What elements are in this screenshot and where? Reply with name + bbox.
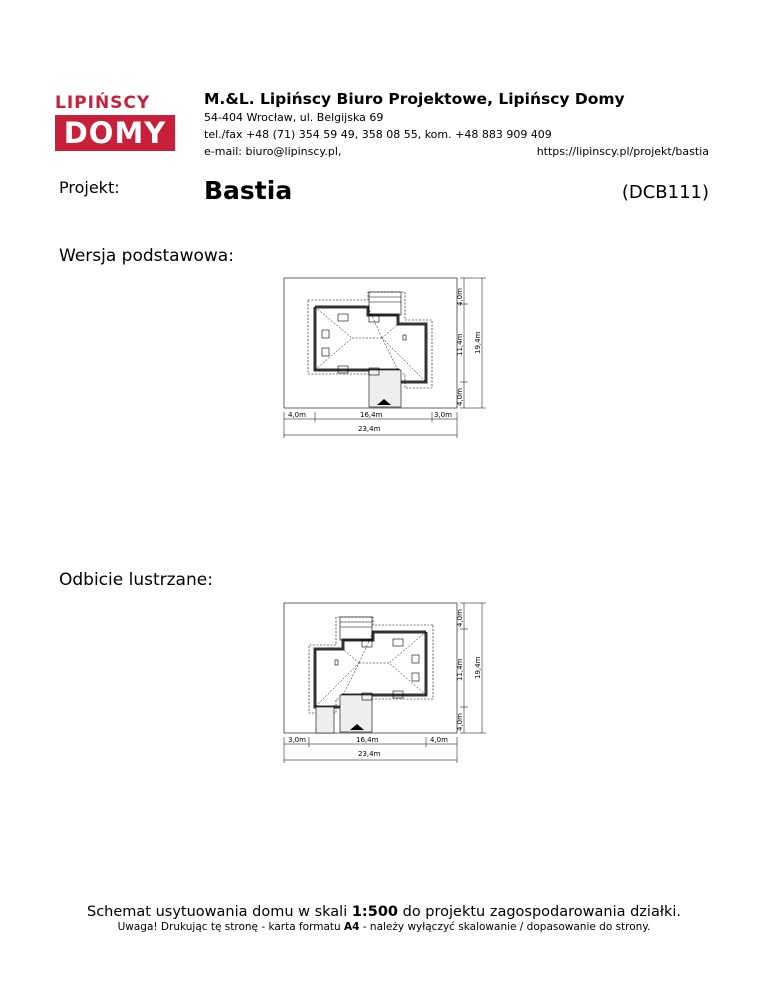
print-warning (0, 921, 768, 933)
site-plan-mirror-drawing (272, 597, 502, 772)
print-warning-a: Uwaga! Drukując tę stronę - karta formatu (117, 921, 345, 933)
company-name: M.&L. Lipińscy Biuro Projektowe, Lipińscy Domy (204, 90, 625, 108)
company-address: 54-404 Wrocław, ul. Belgijska 69 (204, 111, 384, 124)
company-logo (55, 93, 175, 153)
print-warning-c: - należy wyłączyć skalowanie / dopasowanie do strony. (359, 921, 651, 933)
dim-bottom: 4,0m (456, 388, 464, 406)
dim-bottom: 4,0m (456, 713, 464, 731)
project-name: Bastia (204, 176, 293, 205)
dim-right: 3,0m (434, 411, 452, 419)
dim-total: 23,4m (358, 425, 381, 433)
dim-middle: 16,4m (356, 736, 379, 744)
scale-note (0, 904, 768, 920)
project-code: (DCB111) (621, 182, 709, 203)
company-phone: tel./fax +48 (71) 354 59 49, 358 08 55, kom. +48 883 909 409 (204, 128, 552, 141)
dim-height-total: 19,4m (474, 656, 482, 679)
paper-format: A4 (344, 921, 360, 933)
project-label: Projekt: (59, 178, 120, 197)
logo-bottom-text: DOMY (55, 115, 175, 151)
plan-title-basic: Wersja podstawowa: (59, 246, 234, 266)
plan-title-mirror: Odbicie lustrzane: (59, 570, 213, 590)
dim-top: 4,0m (456, 288, 464, 306)
dim-top: 4,0m (456, 609, 464, 627)
site-plan-basic (272, 272, 502, 447)
dim-total: 23,4m (358, 750, 381, 758)
scale-note-a: Schemat usytuowania domu w skali (87, 904, 352, 920)
dim-mid: 11,4m (456, 658, 464, 681)
dim-right: 4,0m (430, 736, 448, 744)
site-plan-basic-drawing (272, 272, 502, 447)
dim-left: 4,0m (288, 411, 306, 419)
project-url[interactable]: https://lipinscy.pl/projekt/bastia (536, 145, 709, 158)
dim-left: 3,0m (288, 736, 306, 744)
dim-middle: 16,4m (360, 411, 383, 419)
logo-top-text: LIPIŃSCY (55, 93, 151, 113)
dim-mid: 11,4m (456, 333, 464, 356)
site-plan-mirror (272, 597, 502, 772)
scale-value: 1:500 (351, 904, 398, 920)
dim-height-total: 19,4m (474, 331, 482, 354)
company-email[interactable]: e-mail: biuro@lipinscy.pl, (204, 145, 342, 158)
scale-note-c: do projektu zagospodarowania działki. (398, 904, 681, 920)
